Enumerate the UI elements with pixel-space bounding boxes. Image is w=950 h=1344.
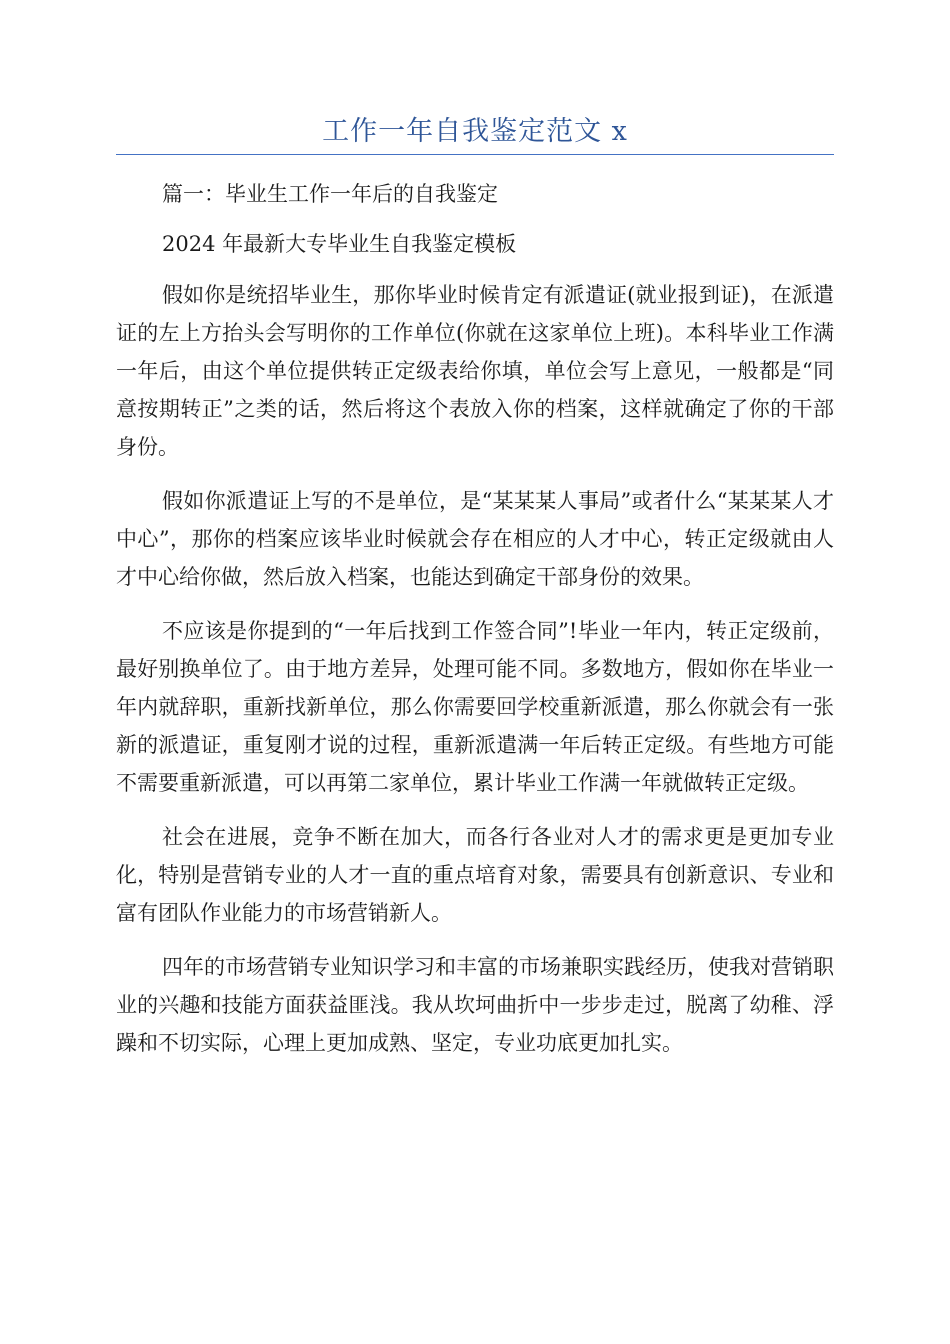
title-underline [116,154,834,155]
paragraph-1: 假如你是统招毕业生，那你毕业时候肯定有派遣证(就业报到证)，在派遣证的左上方抬头会写明你的工作单位(你就在这家单位上班)。本科毕业工作满一年后，由这个单位提供转正定级表给你填，单位会写上意见，一般都是“同意按期转正”之类的话，然后将这个表放入你的档案，这样就确定了你的干部身份。 [116,283,834,459]
paragraph-4: 社会在进展，竞争不断在加大，而各行各业对人才的需求更是更加专业化，特别是营销专业的人才一直的重点培育对象，需要具有创新意识、专业和富有团队作业能力的市场营销新人。 [116,825,834,925]
section-subheading: 2024 年最新大专毕业生自我鉴定模板 [162,232,517,256]
paragraph-2: 假如你派遣证上写的不是单位，是“某某某人事局”或者什么“某某某人才中心”，那你的档案应该毕业时候就会存在相应的人才中心，转正定级就由人才中心给你做，然后放入档案，也能达到确定干部身份的效果。 [116,489,834,589]
section-heading: 篇一：毕业生工作一年后的自我鉴定 [162,182,498,206]
paragraph-3: 不应该是你提到的“一年后找到工作签合同”!毕业一年内，转正定级前，最好别换单位了。由于地方差异，处理可能不同。多数地方，假如你在毕业一年内就辞职，重新找新单位，那么你需要回学校重新派遣，那么你就会有一张新的派遣证，重复刚才说的过程，重新派遣满一年后转正定级。有些地方可能不需要重新派遣，可以再第二家单位，累计毕业工作满一年就做转正定级。 [116,619,834,795]
document-title: 工作一年自我鉴定范文 x [322,116,628,147]
paragraph-5: 四年的市场营销专业知识学习和丰富的市场兼职实践经历，使我对营销职业的兴趣和技能方面获益匪浅。我从坎坷曲折中一步步走过，脱离了幼稚、浮躁和不切实际，心理上更加成熟、坚定，专业功底更加扎实。 [116,955,834,1055]
document-body [116,172,834,1062]
